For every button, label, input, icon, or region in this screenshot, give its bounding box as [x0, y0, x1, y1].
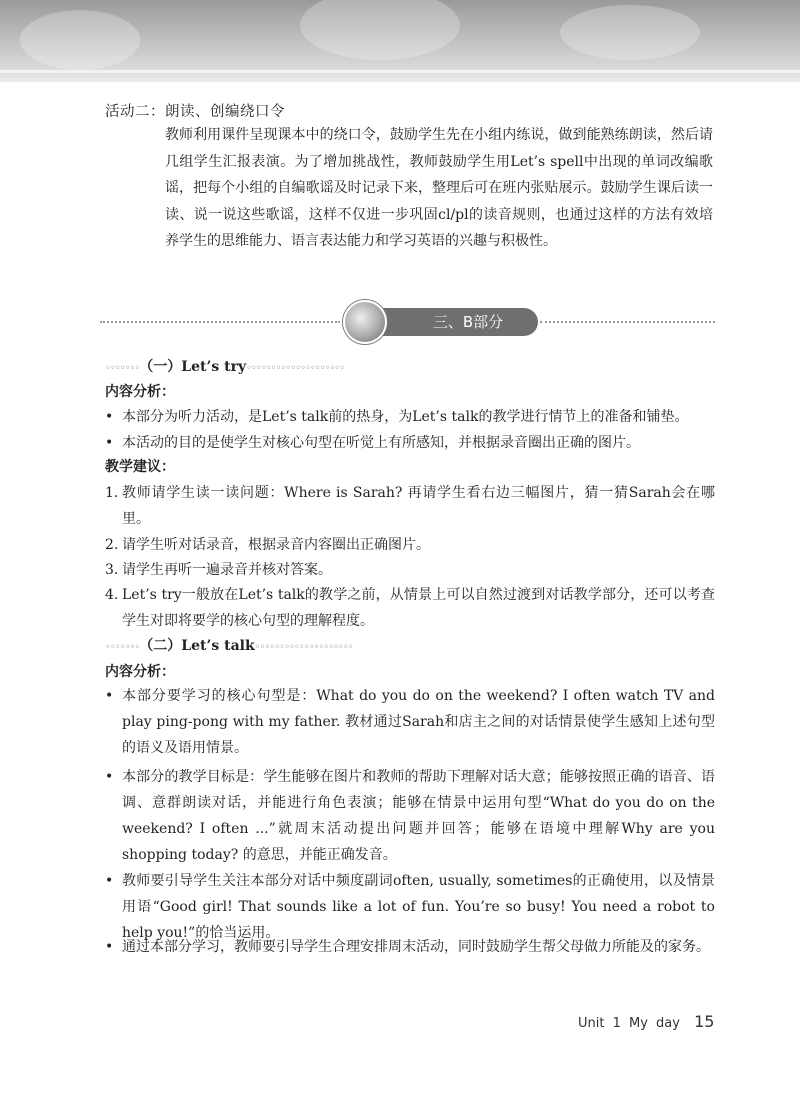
activity-title: 活动二：朗读、创编绕口令: [105, 104, 285, 120]
section-emblem-icon: [343, 300, 387, 344]
activity-paragraph: 教师利用课件呈现课本中的绕口令，鼓励学生先在小组内练说，做到能熟练朗读，然后请几组学生汇报表演。为了增加挑战性，教师鼓励学生用Let’s spell中出现的单词改编歌谣，把每个小组的自编歌谣及时记录下来，整理后可在班内张贴展示。鼓励学生课后读一读、说一说这些歌谣，这样不仅进一步巩固cl/pl的读音规则，也通过这样的方法有效培养学生的思维能力、语言表达能力和学习英语的兴趣与积极性。: [165, 127, 713, 249]
page-number: 15: [694, 1012, 715, 1031]
header-banner-image: [0, 0, 800, 82]
list-item: • 教师要引导学生关注本部分对话中频度副词often, usually, sometimes的正确使用，以及情景用语“Good girl! That sounds like a lot of fun. You’re so busy! You need a robot to help you!”的恰当运用。: [105, 873, 715, 941]
list-item: • 本部分要学习的核心句型是：What do you do on the weekend? I often watch TV and play ping-pong with my father. 教材通过Sarah和店主之间的对话情景使学生感知上述句型的语义及语用情景。: [105, 688, 715, 756]
list-item: 1. 教师请学生读一读问题：Where is Sarah? 再请学生看右边三幅图片，猜一猜Sarah会在哪里。: [105, 485, 715, 527]
lets-try-analysis-label: 内容分析：: [105, 384, 175, 400]
footer-unit: Unit 1: [578, 1016, 621, 1031]
list-item: • 本部分的教学目标是：学生能够在图片和教师的帮助下理解对话大意；能够按照正确的语音、语调、意群朗读对话，并能进行角色表演；能够在情景中运用句型“What do you do on the weekend? I often ...”就周末活动提出问题并回答；能够在语境中理解Why are you shopping today? 的意思，并能正确发音。: [105, 769, 715, 863]
list-item: 2. 请学生听对话录音，根据录音内容圈出正确图片。: [105, 537, 430, 553]
footer-title: My day: [629, 1016, 680, 1031]
list-item: • 通过本部分学习，教师要引导学生合理安排周末活动，同时鼓励学生帮父母做力所能及的家务。: [105, 939, 710, 955]
lets-talk-heading: ◦◦◦◦◦◦◦（二）Let’s talk◦◦◦◦◦◦◦◦◦◦◦◦◦◦◦◦◦◦◦◦: [105, 638, 353, 654]
lets-talk-analysis-label: 内容分析：: [105, 664, 175, 680]
list-item: 3. 请学生再听一遍录音并核对答案。: [105, 562, 332, 578]
list-item: 4. Let’s try一般放在Let’s talk的教学之前，从情景上可以自然过渡到对话教学部分，还可以考查学生对即将要学的核心句型的理解程度。: [105, 587, 715, 629]
page-footer: [578, 1012, 714, 1031]
lets-try-heading: ◦◦◦◦◦◦◦（一）Let’s try◦◦◦◦◦◦◦◦◦◦◦◦◦◦◦◦◦◦◦◦: [105, 359, 345, 375]
section-header: [100, 300, 715, 344]
section-title: 三、B部分: [368, 308, 538, 336]
lets-try-suggestion-label: 教学建议：: [105, 459, 175, 475]
list-item: • 本活动的目的是使学生对核心句型在听觉上有所感知，并根据录音圈出正确的图片。: [105, 435, 640, 451]
list-item: • 本部分为听力活动，是Let’s talk前的热身，为Let’s talk的教学进行情节上的准备和铺垫。: [105, 409, 689, 425]
